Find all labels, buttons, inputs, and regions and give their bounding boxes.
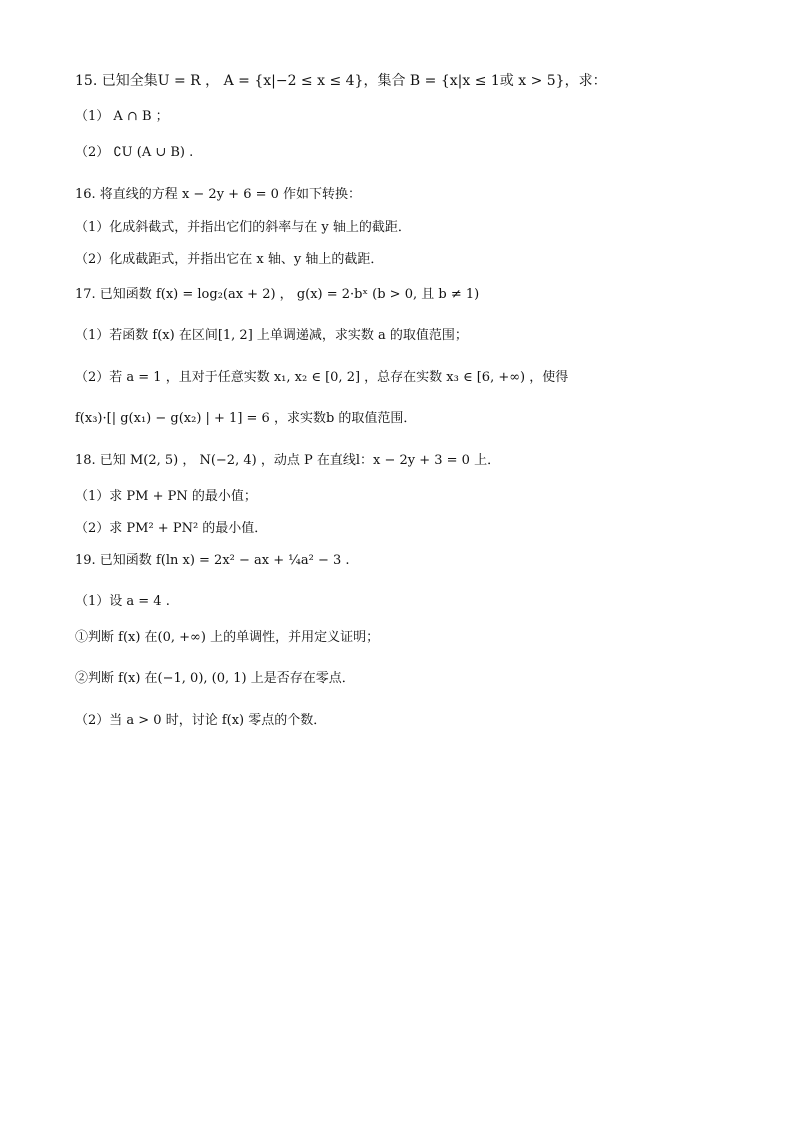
question-15-stem: 15. 已知全集U = R ， A = {x|−2 ≤ x ≤ 4}，集合 B = {x|x ≤ 1或 x > 5}，求：	[75, 73, 607, 89]
question-17-part-1: （1）若函数 f(x) 在区间[1, 2] 上单调递减，求实数 a 的取值范围；	[75, 328, 468, 343]
question-17-stem: 17. 已知函数 f(x) = log₂(ax + 2) ， g(x) = 2·bˣ (b > 0, 且 b ≠ 1)	[75, 287, 480, 302]
question-19-part-1-item-1: ①判断 f(x) 在(0, +∞) 上的单调性，并用定义证明；	[75, 630, 380, 645]
question-15-part-2: （2） ∁U (A ∪ B) .	[75, 145, 194, 160]
question-16-part-2: （2）化成截距式，并指出它在 x 轴、y 轴上的截距．	[75, 252, 384, 267]
question-19-part-2: （2）当 a > 0 时，讨论 f(x) 零点的个数．	[75, 713, 327, 728]
question-18-part-2: （2）求 PM² + PN² 的最小值．	[75, 521, 268, 536]
question-18-stem: 18. 已知 M(2, 5) ， N(−2, 4) ，动点 P 在直线l：x − 2y + 3 = 0 上．	[75, 453, 501, 468]
question-17-part-2: （2）若 a = 1 ，且对于任意实数 x₁, x₂ ∈ [0, 2] ，总存在实数 x₃ ∈ [6, +∞) ，使得	[75, 370, 569, 385]
question-19-part-1: （1）设 a = 4 .	[75, 594, 170, 609]
question-19-stem: 19. 已知函数 f(ln x) = 2x² − ax + ¼a² − 3 .	[75, 553, 350, 568]
question-17-part-2-cont: f(x₃)·[| g(x₁) − g(x₂) | + 1] = 6 ，求实数b 的取值范围．	[75, 411, 417, 426]
question-15-part-1: （1） A ∩ B ；	[75, 109, 169, 124]
question-18-part-1: （1）求 PM + PN 的最小值；	[75, 489, 257, 504]
question-16-stem: 16. 将直线的方程 x − 2y + 6 = 0 作如下转换：	[75, 187, 362, 202]
question-16-part-1: （1）化成斜截式，并指出它们的斜率与在 y 轴上的截距．	[75, 220, 411, 235]
question-19-part-1-item-2: ②判断 f(x) 在(−1, 0), (0, 1) 上是否存在零点．	[75, 671, 355, 686]
